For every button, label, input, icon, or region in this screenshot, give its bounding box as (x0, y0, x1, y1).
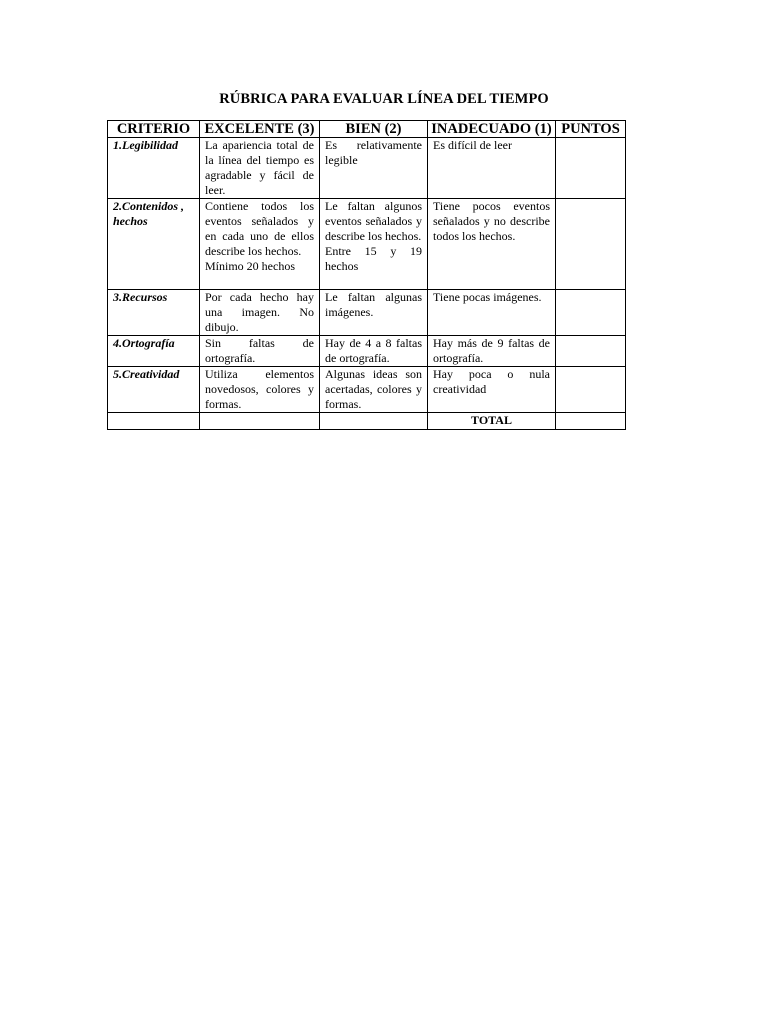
bien-cell: Algunas ideas son acertadas, colores y formas. (320, 367, 428, 413)
bien-cell (320, 199, 428, 290)
inadecuado-cell: Tiene pocas imágenes. (428, 290, 556, 336)
empty-cell (320, 413, 428, 430)
inadecuado-cell: Hay más de 9 faltas de ortografía. (428, 336, 556, 367)
excelente-cell: La apariencia total de la línea del tiempo es agradable y fácil de leer. (200, 138, 320, 199)
total-label: TOTAL (428, 413, 556, 430)
bien-extra-text: Entre 15 y 19 hechos (325, 244, 422, 273)
excelente-cell: Utiliza elementos novedosos, colores y formas. (200, 367, 320, 413)
bien-text: Le faltan algunos eventos señalados y describe los hechos. (325, 199, 422, 243)
page-title: RÚBRICA PARA EVALUAR LÍNEA DEL TIEMPO (219, 91, 549, 107)
excelente-cell: Por cada hecho hay una imagen. No dibujo. (200, 290, 320, 336)
header-inadecuado: INADECUADO (1) (428, 121, 556, 138)
header-excelente: EXCELENTE (3) (200, 121, 320, 138)
inadecuado-cell: Tiene pocos eventos señalados y no describe todos los hechos. (428, 199, 556, 290)
empty-cell (108, 413, 200, 430)
header-row (108, 121, 626, 138)
excelente-extra-text: Mínimo 20 hechos (205, 259, 295, 273)
puntos-cell[interactable] (556, 290, 626, 336)
criterio-cell: 3.Recursos (108, 290, 200, 336)
puntos-cell[interactable] (556, 336, 626, 367)
table-row (108, 367, 626, 413)
puntos-cell[interactable] (556, 367, 626, 413)
puntos-cell[interactable] (556, 138, 626, 199)
criterio-cell: 5.Creatividad (108, 367, 200, 413)
inadecuado-cell: Hay poca o nula creatividad (428, 367, 556, 413)
rubric-table (107, 120, 626, 430)
table-row (108, 336, 626, 367)
excelente-cell: Sin faltas de ortografía. (200, 336, 320, 367)
excelente-text: Contiene todos los eventos señalados y en cada uno de ellos describe los hechos. (205, 199, 314, 258)
header-bien: BIEN (2) (320, 121, 428, 138)
bien-cell: Hay de 4 a 8 faltas de ortografía. (320, 336, 428, 367)
header-criterio: CRITERIO (108, 121, 200, 138)
header-puntos: PUNTOS (556, 121, 626, 138)
inadecuado-cell: Es difícil de leer (428, 138, 556, 199)
bien-cell: Le faltan algunas imágenes. (320, 290, 428, 336)
criterio-cell: 2.Contenidos , hechos (108, 199, 200, 290)
excelente-cell (200, 199, 320, 290)
criterio-cell: 1.Legibilidad (108, 138, 200, 199)
puntos-cell[interactable] (556, 199, 626, 290)
total-row (108, 413, 626, 430)
total-value-cell[interactable] (556, 413, 626, 430)
empty-cell (200, 413, 320, 430)
table-row (108, 138, 626, 199)
table-row (108, 199, 626, 290)
bien-cell: Es relativamente legible (320, 138, 428, 199)
table-row (108, 290, 626, 336)
criterio-cell: 4.Ortografía (108, 336, 200, 367)
